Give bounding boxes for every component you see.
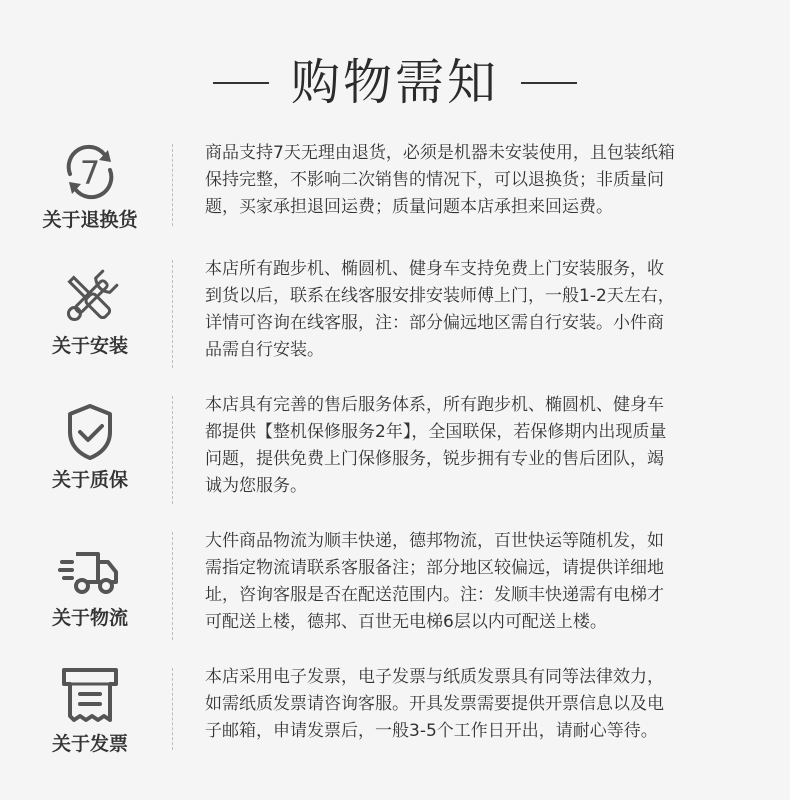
header-line-left (213, 82, 269, 84)
section-returns-icon-column (30, 140, 150, 232)
text-line: 需指定物流请联系客服备注；部分地区较偏远，请提供详细地 (205, 558, 664, 578)
text-line: 问题，提供免费上门保修服务，锐步拥有专业的售后团队，竭 (205, 449, 664, 469)
text-line: 本店具有完善的售后服务体系，所有跑步机、椭圆机、健身车 (205, 395, 664, 415)
section-invoice-label: 关于发票 (51, 733, 128, 755)
text-line: 到货以后，联系在线客服安排安装师傅上门，一般1-2天左右， (205, 286, 675, 306)
section-logistics-text (205, 528, 757, 636)
section-returns-text (205, 140, 757, 221)
text-line: 品需自行安装。 (205, 340, 324, 360)
text-line: 题，买家承担退回运费；质量问题本店承担来回运费。 (205, 197, 613, 217)
text-line: 如需纸质发票请咨询客服。开具发票需要提供开票信息以及电 (205, 694, 664, 714)
section-installation-label: 关于安装 (51, 335, 128, 357)
section-installation-text (205, 256, 757, 364)
section-warranty-icon-column (30, 400, 150, 492)
delivery-truck-icon (58, 538, 122, 602)
wrench-screwdriver-icon (58, 266, 122, 330)
text-line: 诚为您服务。 (205, 476, 307, 496)
section-invoice-icon-column (30, 664, 150, 756)
shield-check-icon (58, 400, 122, 464)
header-line-right (521, 82, 577, 84)
text-line: 保持完整，不影响二次销售的情况下，可以退换货；非质量问 (205, 170, 664, 190)
section-installation-divider (172, 260, 173, 368)
text-line: 商品支持7天无理由退货，必须是机器未安装使用，且包装纸箱 (205, 143, 675, 163)
return-7-days-icon (58, 140, 122, 204)
section-warranty-text (205, 392, 757, 500)
section-logistics-divider (172, 532, 173, 640)
invoice-receipt-icon (58, 664, 122, 728)
section-logistics-label: 关于物流 (51, 607, 128, 629)
return-7-days-icon-number: 7 (79, 154, 101, 192)
section-invoice-text (205, 664, 757, 745)
text-line: 可配送上楼，德邦、百世无电梯6层以内可配送上楼。 (205, 612, 607, 632)
section-warranty-label: 关于质保 (51, 469, 128, 491)
text-line: 本店采用电子发票，电子发票与纸质发票具有同等法律效力， (205, 667, 664, 687)
text-line: 址，咨询客服是否在配送范围内。注：发顺丰快递需有电梯才 (205, 585, 664, 605)
text-line: 子邮箱，申请发票后，一般3-5个工作日开出，请耐心等待。 (205, 721, 658, 741)
text-line: 大件商品物流为顺丰快递，德邦物流，百世快运等随机发，如 (205, 531, 664, 551)
page-header (0, 48, 790, 118)
section-returns-label: 关于退换货 (42, 209, 138, 231)
text-line: 都提供【整机保修服务2年】，全国联保，若保修期内出现质量 (205, 422, 667, 442)
section-invoice-divider (172, 668, 173, 750)
section-logistics-icon-column (30, 538, 150, 630)
section-warranty-divider (172, 396, 173, 504)
section-installation-icon-column (30, 266, 150, 358)
section-returns-divider (172, 144, 173, 226)
page-title: 购物需知 (290, 54, 499, 111)
text-line: 详情可咨询在线客服，注：部分偏远地区需自行安装。小件商 (205, 313, 664, 333)
text-line: 本店所有跑步机、椭圆机、健身车支持免费上门安装服务，收 (205, 259, 664, 279)
